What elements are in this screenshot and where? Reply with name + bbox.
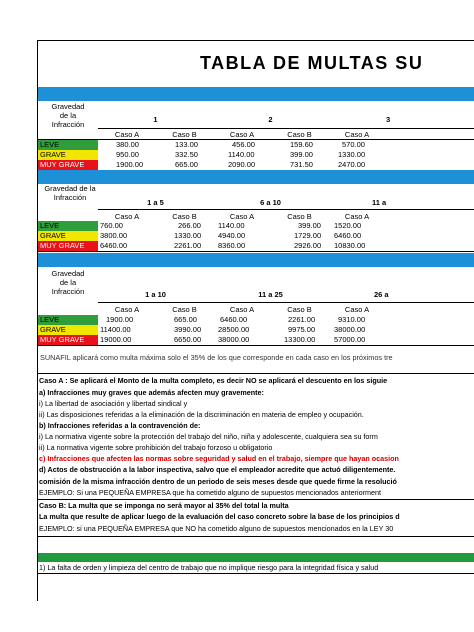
fine-value: 4940.00: [218, 231, 246, 240]
table3-group-2: 11 a 25: [258, 290, 283, 299]
table2-group-1: 1 a 5: [147, 198, 164, 207]
fine-value: 159.60: [290, 140, 313, 149]
table3-group-1: 1 a 10: [145, 290, 166, 299]
table2-group-3: 11 a: [372, 198, 387, 207]
fine-value: 266.00: [178, 221, 201, 230]
text-line: a) Infracciones muy graves que además afecten muy gravemente:: [39, 388, 264, 397]
fine-value: 3990.00: [174, 325, 202, 334]
fine-value: 1330.00: [174, 231, 202, 240]
severity-label: MUY GRAVE: [38, 241, 98, 251]
text-line: i) La normativa vigente sobre la protección del trabajo del niño, niña y adolescente, cualquiera sea su form: [39, 432, 378, 441]
fine-value: 6460.00: [100, 241, 128, 250]
section-band: [38, 553, 474, 562]
sub-header: Caso B: [172, 130, 197, 139]
table-row: [38, 221, 474, 231]
fine-value: 665.00: [175, 160, 198, 169]
fine-value: 2261.00: [288, 315, 316, 324]
table1-header-band: [38, 87, 474, 101]
text-line: b) Infracciones referidas a la contravención de:: [39, 421, 201, 430]
page-title: TABLA DE MULTAS SU: [200, 52, 424, 73]
sub-header: Caso B: [172, 212, 197, 221]
fine-value: 1140.00: [218, 221, 245, 230]
sub-header: Caso A: [229, 212, 255, 221]
table3-header-band: [38, 253, 474, 267]
sub-header: Caso A: [114, 305, 140, 314]
divider: [38, 345, 474, 346]
fine-value: 760.00: [100, 221, 123, 230]
sunafil-note: SUNAFIL aplicará como multa máxima solo el 35% de los que corresponde en cada caso en los próximos tre: [40, 353, 393, 362]
sub-header: Caso B: [287, 130, 312, 139]
sub-header: Caso A: [229, 305, 255, 314]
text-line: La multa que resulte de aplicar luego de la evaluación del caso concreto sobre la base de los principios d: [39, 512, 400, 521]
table-row: [38, 140, 474, 150]
fine-value: 665.00: [174, 315, 197, 324]
fine-value: 2261.00: [174, 241, 202, 250]
divider: [38, 373, 474, 374]
severity-label: LEVE: [38, 315, 98, 325]
sub-header: Caso B: [172, 305, 197, 314]
fine-value: 13300.00: [284, 335, 316, 344]
fine-value: 2926.00: [294, 241, 322, 250]
fine-value: 19000.00: [100, 335, 132, 344]
fine-value: 38000.00: [334, 325, 366, 334]
text-line: d) Actos de obstrucción a la labor inspectiva, salvo que el empleador acredite que actuó diligentemente.: [39, 465, 396, 474]
fine-value: 950.00: [116, 150, 139, 159]
sub-header: Caso B: [287, 212, 312, 221]
fine-value: 1900.00: [106, 315, 134, 324]
table1-group-2: 2: [268, 115, 273, 124]
table-row: [38, 150, 474, 160]
ejemplo-line: EJEMPLO: si una PEQUEÑA EMPRESA que NO ha cometido alguno de supuestos mencionados en la LEY 30: [39, 524, 394, 533]
fine-value: 380.00: [116, 140, 139, 149]
table-row: [38, 325, 474, 335]
text-line-highlight: c) Infracciones que afecten las normas sobre seguridad y salud en el trabajo, siempre que hayan ocasion: [39, 454, 399, 463]
fine-value: 1330.00: [338, 150, 366, 159]
divider: [38, 499, 474, 500]
sub-header: Caso A: [229, 130, 255, 139]
fine-value: 8360.00: [218, 241, 246, 250]
text-line: ii) La normativa vigente sobre prohibición del trabajo forzoso u obligatorio: [39, 443, 273, 452]
fine-value: 28500.00: [218, 325, 250, 334]
table3-group-3: 26 a: [374, 290, 389, 299]
severity-label: GRAVE: [38, 325, 98, 335]
table3-gravedad-header: Gravedad de la Infracción: [51, 269, 85, 296]
severity-label: GRAVE: [38, 231, 98, 241]
text-line: ii) Las disposiciones referidas a la eliminación de la discriminación en materia de empleo y ocupación.: [39, 410, 364, 419]
severity-label: MUY GRAVE: [38, 160, 98, 170]
fine-value: 1900.00: [116, 160, 144, 169]
sub-header: Caso A: [114, 130, 140, 139]
fine-value: 399.00: [290, 150, 313, 159]
sub-header: Caso A: [344, 305, 370, 314]
fine-value: 399.00: [298, 221, 321, 230]
fine-value: 6460.00: [334, 231, 362, 240]
severity-label: MUY GRAVE: [38, 335, 98, 345]
fine-value: 1729.00: [294, 231, 322, 240]
table1-group-3: 3: [386, 115, 391, 124]
fine-value: 1140.00: [228, 150, 255, 159]
caso-a-heading: Caso A : Se aplicará el Monto de la multa completo, es decir NO se aplicará el descuento en los siguie: [39, 376, 388, 385]
footer-line: 1) La falta de orden y limpieza del centro de trabajo que no implique riesgo para la integridad física y salud: [39, 563, 379, 572]
divider: [98, 209, 474, 210]
table2-gravedad-header: Gravedad de la Infracción: [44, 184, 96, 202]
divider: [38, 536, 474, 537]
table-row: [38, 315, 474, 325]
table-row: [38, 241, 474, 251]
table1-group-1: 1: [153, 115, 158, 124]
spreadsheet-sheet: [37, 40, 474, 601]
severity-label: LEVE: [38, 221, 98, 231]
caso-b-heading: Caso B: La multa que se imponga no será mayor al 35% del total la multa: [39, 501, 289, 510]
fine-value: 9975.00: [288, 325, 316, 334]
fine-value: 9310.00: [338, 315, 366, 324]
fine-value: 6460.00: [220, 315, 248, 324]
table-row: [38, 335, 474, 345]
fine-value: 6650.00: [174, 335, 202, 344]
table1-gravedad-header: Gravedad de la Infracción: [51, 102, 85, 129]
severity-label: LEVE: [38, 140, 98, 150]
fine-value: 332.50: [175, 150, 198, 159]
fine-value: 11400.00: [100, 325, 131, 334]
text-line: comisión de la misma infracción dentro de un periodo de seis meses desde que quede firme la resolució: [39, 477, 397, 486]
sub-header: Caso B: [287, 305, 312, 314]
sub-header: Caso A: [344, 212, 370, 221]
sub-header: Caso A: [114, 212, 140, 221]
divider: [38, 251, 474, 252]
fine-value: 57000.00: [334, 335, 366, 344]
fine-value: 2470.00: [338, 160, 366, 169]
sub-header: Caso A: [344, 130, 370, 139]
ejemplo-line: EJEMPLO: Si una PEQUEÑA EMPRESA que ha cometido alguno de supuestos mencionados anteriorment: [39, 488, 381, 497]
fine-value: 731.50: [290, 160, 313, 169]
divider: [98, 128, 474, 129]
divider: [38, 573, 474, 574]
fine-value: 133.00: [175, 140, 198, 149]
severity-label: GRAVE: [38, 150, 98, 160]
table-row: [38, 231, 474, 241]
text-line: i) La libertad de asociación y libertad sindical y: [39, 399, 188, 408]
fine-value: 38000.00: [218, 335, 250, 344]
table2-group-2: 6 a 10: [260, 198, 281, 207]
divider: [98, 302, 474, 303]
fine-value: 570.00: [342, 140, 365, 149]
table-row: [38, 160, 474, 170]
fine-value: 3800.00: [100, 231, 128, 240]
fine-value: 1520.00: [334, 221, 362, 230]
table2-header-band: [38, 170, 474, 184]
fine-value: 456.00: [232, 140, 255, 149]
fine-value: 10830.00: [334, 241, 366, 250]
fine-value: 2090.00: [228, 160, 256, 169]
